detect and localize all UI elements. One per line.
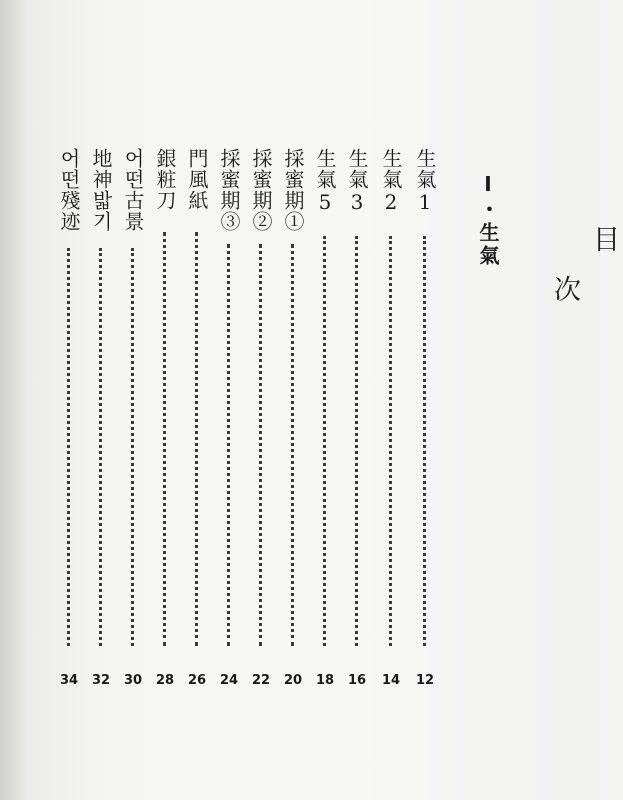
toc-entry-page: 18 (315, 673, 335, 688)
leader-dots (99, 248, 102, 646)
section-heading: I・生氣 (476, 172, 500, 268)
toc-entry-page: 28 (155, 673, 175, 688)
leader-dots (259, 244, 262, 646)
toc-entry (340, 148, 374, 688)
leader-dots (227, 244, 230, 646)
leader-dots (389, 236, 392, 646)
toc-entry-title: 生氣3 (345, 148, 369, 215)
toc-entry-title: 採蜜期① (281, 148, 305, 232)
toc-entry-title: 生氣1 (413, 148, 437, 215)
leader-dots (423, 236, 426, 646)
toc-entry-page: 30 (123, 673, 143, 688)
title-char-1: 目 (588, 225, 619, 254)
toc-entry (408, 148, 442, 688)
toc-entry (116, 148, 150, 688)
page-gutter-shadow (0, 0, 28, 800)
toc-entry-page: 22 (251, 673, 271, 688)
toc-entry-title: 採蜜期② (249, 148, 273, 232)
toc-entry-page: 26 (187, 673, 207, 688)
toc-entry-page: 20 (283, 673, 303, 688)
toc-entry-page: 14 (381, 673, 401, 688)
leader-dots (195, 232, 198, 646)
toc-entry-title: 어떤古景 (121, 148, 145, 232)
leader-dots (355, 236, 358, 646)
leader-dots (67, 248, 70, 646)
toc-entry (148, 148, 182, 688)
toc-entry-title: 어떤殘迹 (57, 148, 81, 232)
toc-entry-page: 24 (219, 673, 239, 688)
toc-entry (84, 148, 118, 688)
toc-entry-page: 16 (347, 673, 367, 688)
toc-entry-page: 34 (59, 673, 79, 688)
toc-entry (52, 148, 86, 688)
leader-dots (131, 248, 134, 646)
toc-entry-title: 生氣5 (313, 148, 337, 215)
title-char-2: 次 (549, 275, 580, 304)
toc-entry-title: 生氣2 (379, 148, 403, 215)
toc-entry (244, 148, 278, 688)
toc-entry-page: 12 (415, 673, 435, 688)
toc-entry (180, 148, 214, 688)
toc-entry-page: 32 (91, 673, 111, 688)
leader-dots (291, 244, 294, 646)
page-title (545, 225, 623, 304)
toc-entry-title: 採蜜期③ (217, 148, 241, 232)
toc-entry-title: 地神밟기 (89, 148, 113, 232)
toc-entry (212, 148, 246, 688)
toc-entry (374, 148, 408, 688)
leader-dots (163, 232, 166, 646)
toc-entry-title: 門風紙 (185, 148, 209, 211)
toc-entry-title: 銀粧刀 (153, 148, 177, 211)
toc-entry (308, 148, 342, 688)
leader-dots (323, 236, 326, 646)
toc-entry (276, 148, 310, 688)
